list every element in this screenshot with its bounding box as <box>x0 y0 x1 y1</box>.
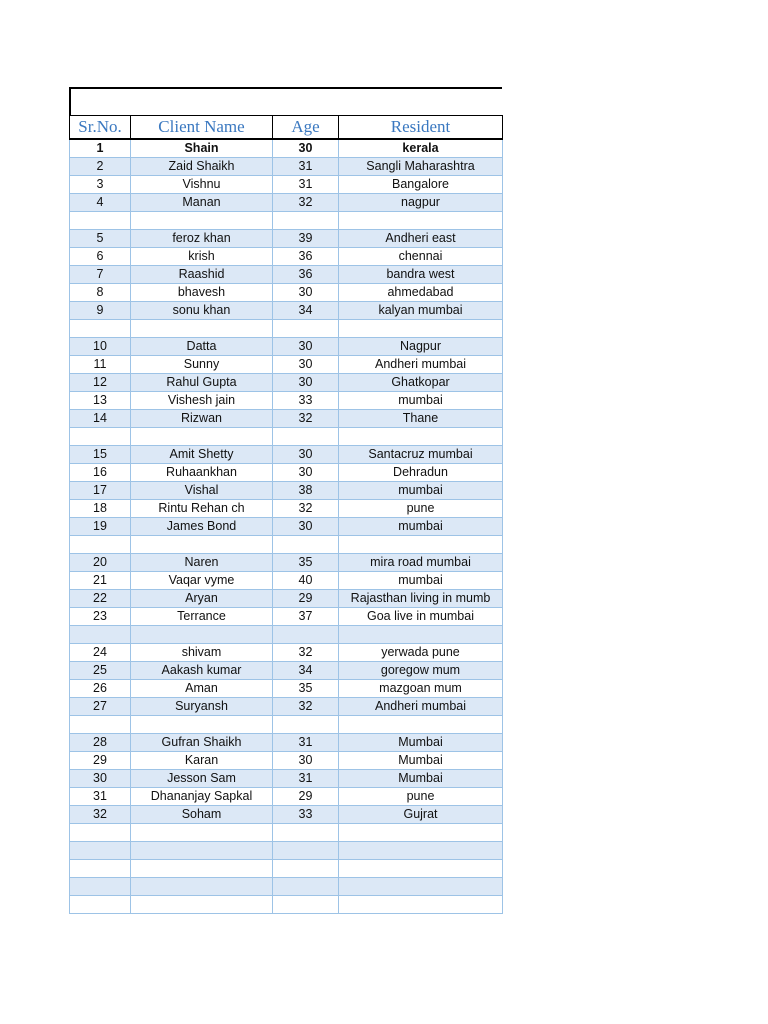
table-row <box>70 248 503 266</box>
cell-age[interactable] <box>273 842 339 860</box>
cell-resident[interactable]: goregow mum <box>339 662 503 680</box>
title-row <box>69 87 502 115</box>
cell-resident[interactable]: Andheri mumbai <box>339 356 503 374</box>
cell-resident[interactable] <box>339 536 503 554</box>
table-row <box>70 716 503 734</box>
table-row <box>70 194 503 212</box>
cell-age[interactable]: 30 <box>273 284 339 302</box>
table-row <box>70 176 503 194</box>
table-row <box>70 158 503 176</box>
cell-client-name[interactable]: Vishnu <box>131 176 273 194</box>
cell-client-name[interactable] <box>131 428 273 446</box>
cell-sr-no[interactable] <box>70 626 131 644</box>
cell-resident[interactable] <box>339 878 503 896</box>
cell-client-name[interactable]: Sunny <box>131 356 273 374</box>
cell-resident[interactable]: mumbai <box>339 518 503 536</box>
header-sr-no: Sr.No. <box>70 116 131 140</box>
table-row <box>70 788 503 806</box>
cell-sr-no[interactable]: 9 <box>70 302 131 320</box>
cell-client-name[interactable]: Aryan <box>131 590 273 608</box>
header-resident: Resident <box>339 116 503 140</box>
cell-age[interactable] <box>273 626 339 644</box>
cell-client-name[interactable]: Amit Shetty <box>131 446 273 464</box>
cell-client-name[interactable]: Soham <box>131 806 273 824</box>
cell-resident[interactable]: mazgoan mum <box>339 680 503 698</box>
cell-resident[interactable]: Andheri mumbai <box>339 698 503 716</box>
cell-client-name[interactable]: Gufran Shaikh <box>131 734 273 752</box>
cell-age[interactable]: 30 <box>273 446 339 464</box>
table-row <box>70 266 503 284</box>
cell-age[interactable]: 31 <box>273 158 339 176</box>
table-row <box>70 806 503 824</box>
cell-age[interactable] <box>273 860 339 878</box>
cell-sr-no[interactable]: 24 <box>70 644 131 662</box>
table-row <box>70 410 503 428</box>
cell-age[interactable] <box>273 212 339 230</box>
cell-age[interactable]: 33 <box>273 392 339 410</box>
table-row <box>70 284 503 302</box>
cell-client-name[interactable] <box>131 824 273 842</box>
table-row <box>70 572 503 590</box>
cell-age[interactable]: 36 <box>273 266 339 284</box>
cell-age[interactable]: 35 <box>273 680 339 698</box>
cell-resident[interactable]: mumbai <box>339 392 503 410</box>
cell-resident[interactable]: Thane <box>339 410 503 428</box>
cell-client-name[interactable]: Terrance <box>131 608 273 626</box>
table-row <box>70 536 503 554</box>
table-row <box>70 878 503 896</box>
table-row <box>70 752 503 770</box>
cell-age[interactable]: 32 <box>273 500 339 518</box>
table-row <box>70 500 503 518</box>
cell-sr-no[interactable] <box>70 878 131 896</box>
cell-client-name[interactable] <box>131 860 273 878</box>
cell-resident[interactable]: Gujrat <box>339 806 503 824</box>
cell-resident[interactable]: ahmedabad <box>339 284 503 302</box>
cell-client-name[interactable]: Aman <box>131 680 273 698</box>
cell-resident[interactable]: pune <box>339 500 503 518</box>
cell-resident[interactable]: Mumbai <box>339 770 503 788</box>
cell-client-name[interactable]: Manan <box>131 194 273 212</box>
cell-sr-no[interactable]: 3 <box>70 176 131 194</box>
client-table <box>69 115 503 914</box>
cell-resident[interactable]: pune <box>339 788 503 806</box>
cell-client-name[interactable]: Rahul Gupta <box>131 374 273 392</box>
cell-client-name[interactable]: sonu khan <box>131 302 273 320</box>
cell-resident[interactable]: mumbai <box>339 482 503 500</box>
cell-resident[interactable]: kalyan mumbai <box>339 302 503 320</box>
cell-age[interactable]: 34 <box>273 302 339 320</box>
cell-sr-no[interactable]: 17 <box>70 482 131 500</box>
cell-age[interactable] <box>273 428 339 446</box>
cell-sr-no[interactable]: 6 <box>70 248 131 266</box>
table-row <box>70 302 503 320</box>
cell-age[interactable] <box>273 878 339 896</box>
cell-sr-no[interactable]: 18 <box>70 500 131 518</box>
cell-client-name[interactable]: Suryansh <box>131 698 273 716</box>
cell-resident[interactable]: Mumbai <box>339 752 503 770</box>
table-row <box>70 698 503 716</box>
table-row <box>70 626 503 644</box>
cell-age[interactable]: 31 <box>273 176 339 194</box>
table-row <box>70 212 503 230</box>
cell-sr-no[interactable] <box>70 212 131 230</box>
cell-resident[interactable]: chennai <box>339 248 503 266</box>
cell-age[interactable]: 30 <box>273 518 339 536</box>
table-row <box>70 554 503 572</box>
table-row <box>70 680 503 698</box>
cell-age[interactable]: 37 <box>273 608 339 626</box>
cell-resident[interactable]: kerala <box>339 139 503 158</box>
cell-client-name[interactable]: Shain <box>131 139 273 158</box>
cell-resident[interactable]: Dehradun <box>339 464 503 482</box>
cell-sr-no[interactable]: 29 <box>70 752 131 770</box>
cell-sr-no[interactable] <box>70 842 131 860</box>
cell-age[interactable]: 39 <box>273 230 339 248</box>
cell-sr-no[interactable]: 21 <box>70 572 131 590</box>
cell-client-name[interactable]: James Bond <box>131 518 273 536</box>
cell-sr-no[interactable]: 4 <box>70 194 131 212</box>
table-row <box>70 374 503 392</box>
cell-client-name[interactable]: Ruhaankhan <box>131 464 273 482</box>
cell-resident[interactable]: Ghatkopar <box>339 374 503 392</box>
cell-sr-no[interactable]: 23 <box>70 608 131 626</box>
cell-sr-no[interactable]: 22 <box>70 590 131 608</box>
table-row <box>70 464 503 482</box>
cell-client-name[interactable] <box>131 536 273 554</box>
cell-resident[interactable]: mira road mumbai <box>339 554 503 572</box>
table-row <box>70 662 503 680</box>
cell-client-name[interactable]: bhavesh <box>131 284 273 302</box>
cell-sr-no[interactable]: 28 <box>70 734 131 752</box>
cell-resident[interactable] <box>339 212 503 230</box>
cell-age[interactable]: 31 <box>273 734 339 752</box>
cell-client-name[interactable] <box>131 842 273 860</box>
cell-age[interactable] <box>273 824 339 842</box>
table-row <box>70 734 503 752</box>
cell-age[interactable]: 30 <box>273 139 339 158</box>
cell-sr-no[interactable] <box>70 536 131 554</box>
cell-age[interactable]: 29 <box>273 788 339 806</box>
cell-age[interactable]: 29 <box>273 590 339 608</box>
cell-age[interactable]: 30 <box>273 752 339 770</box>
cell-resident[interactable]: Andheri east <box>339 230 503 248</box>
cell-client-name[interactable] <box>131 896 273 914</box>
cell-sr-no[interactable] <box>70 896 131 914</box>
cell-client-name[interactable]: Vaqar vyme <box>131 572 273 590</box>
cell-sr-no[interactable]: 16 <box>70 464 131 482</box>
table-row <box>70 770 503 788</box>
cell-resident[interactable]: yerwada pune <box>339 644 503 662</box>
cell-client-name[interactable]: Vishal <box>131 482 273 500</box>
cell-resident[interactable]: bandra west <box>339 266 503 284</box>
cell-age[interactable] <box>273 716 339 734</box>
cell-client-name[interactable] <box>131 320 273 338</box>
table-row <box>70 896 503 914</box>
cell-age[interactable]: 30 <box>273 464 339 482</box>
table-row <box>70 139 503 158</box>
cell-sr-no[interactable] <box>70 428 131 446</box>
cell-age[interactable]: 33 <box>273 806 339 824</box>
header-row <box>70 116 503 140</box>
cell-client-name[interactable]: Dhananjay Sapkal <box>131 788 273 806</box>
cell-age[interactable] <box>273 896 339 914</box>
table-row <box>70 428 503 446</box>
table-body <box>70 139 503 914</box>
table-row <box>70 590 503 608</box>
cell-age[interactable]: 32 <box>273 644 339 662</box>
cell-age[interactable]: 40 <box>273 572 339 590</box>
cell-client-name[interactable] <box>131 212 273 230</box>
cell-resident[interactable] <box>339 860 503 878</box>
table-row <box>70 860 503 878</box>
cell-resident[interactable]: Bangalore <box>339 176 503 194</box>
cell-sr-no[interactable]: 25 <box>70 662 131 680</box>
cell-age[interactable]: 36 <box>273 248 339 266</box>
cell-client-name[interactable] <box>131 878 273 896</box>
cell-age[interactable]: 30 <box>273 338 339 356</box>
table-row <box>70 842 503 860</box>
cell-resident[interactable]: Mumbai <box>339 734 503 752</box>
table-row <box>70 338 503 356</box>
cell-age[interactable]: 30 <box>273 356 339 374</box>
cell-sr-no[interactable]: 12 <box>70 374 131 392</box>
cell-sr-no[interactable]: 31 <box>70 788 131 806</box>
cell-resident[interactable] <box>339 716 503 734</box>
cell-age[interactable] <box>273 320 339 338</box>
cell-client-name[interactable] <box>131 626 273 644</box>
cell-sr-no[interactable] <box>70 320 131 338</box>
table-row <box>70 230 503 248</box>
cell-age[interactable]: 30 <box>273 374 339 392</box>
cell-sr-no[interactable]: 1 <box>70 139 131 158</box>
cell-sr-no[interactable]: 32 <box>70 806 131 824</box>
cell-client-name[interactable]: Vishesh jain <box>131 392 273 410</box>
cell-resident[interactable] <box>339 824 503 842</box>
cell-age[interactable]: 35 <box>273 554 339 572</box>
table-row <box>70 446 503 464</box>
cell-client-name[interactable] <box>131 716 273 734</box>
cell-sr-no[interactable]: 8 <box>70 284 131 302</box>
cell-client-name[interactable]: Zaid Shaikh <box>131 158 273 176</box>
cell-resident[interactable]: Rajasthan living in mumb <box>339 590 503 608</box>
header-client-name: Client Name <box>131 116 273 140</box>
cell-client-name[interactable]: Datta <box>131 338 273 356</box>
cell-client-name[interactable]: Rizwan <box>131 410 273 428</box>
cell-sr-no[interactable]: 5 <box>70 230 131 248</box>
cell-sr-no[interactable] <box>70 860 131 878</box>
table-row <box>70 392 503 410</box>
cell-resident[interactable]: nagpur <box>339 194 503 212</box>
cell-sr-no[interactable]: 10 <box>70 338 131 356</box>
header-age: Age <box>273 116 339 140</box>
cell-client-name[interactable]: shivam <box>131 644 273 662</box>
cell-age[interactable]: 38 <box>273 482 339 500</box>
cell-client-name[interactable]: Rintu Rehan ch <box>131 500 273 518</box>
cell-client-name[interactable]: Aakash kumar <box>131 662 273 680</box>
cell-age[interactable]: 31 <box>273 770 339 788</box>
table-row <box>70 482 503 500</box>
cell-resident[interactable]: Nagpur <box>339 338 503 356</box>
cell-sr-no[interactable] <box>70 716 131 734</box>
cell-client-name[interactable]: Jesson Sam <box>131 770 273 788</box>
table-row <box>70 356 503 374</box>
cell-age[interactable] <box>273 536 339 554</box>
cell-resident[interactable]: Goa live in mumbai <box>339 608 503 626</box>
cell-sr-no[interactable]: 20 <box>70 554 131 572</box>
cell-age[interactable]: 32 <box>273 194 339 212</box>
cell-resident[interactable] <box>339 842 503 860</box>
cell-resident[interactable]: mumbai <box>339 572 503 590</box>
cell-sr-no[interactable]: 11 <box>70 356 131 374</box>
cell-resident[interactable] <box>339 626 503 644</box>
cell-age[interactable]: 32 <box>273 698 339 716</box>
cell-resident[interactable]: Sangli Maharashtra <box>339 158 503 176</box>
cell-client-name[interactable]: feroz khan <box>131 230 273 248</box>
table-row <box>70 608 503 626</box>
table-row <box>70 518 503 536</box>
cell-resident[interactable] <box>339 896 503 914</box>
table-row <box>70 320 503 338</box>
cell-sr-no[interactable]: 27 <box>70 698 131 716</box>
cell-sr-no[interactable]: 13 <box>70 392 131 410</box>
cell-sr-no[interactable]: 26 <box>70 680 131 698</box>
cell-sr-no[interactable]: 15 <box>70 446 131 464</box>
cell-client-name[interactable]: krish <box>131 248 273 266</box>
cell-client-name[interactable]: Naren <box>131 554 273 572</box>
cell-sr-no[interactable] <box>70 824 131 842</box>
cell-client-name[interactable]: Raashid <box>131 266 273 284</box>
table-row <box>70 644 503 662</box>
cell-client-name[interactable]: Karan <box>131 752 273 770</box>
cell-age[interactable]: 34 <box>273 662 339 680</box>
cell-resident[interactable] <box>339 320 503 338</box>
cell-age[interactable]: 32 <box>273 410 339 428</box>
cell-resident[interactable]: Santacruz mumbai <box>339 446 503 464</box>
cell-sr-no[interactable]: 30 <box>70 770 131 788</box>
spreadsheet <box>69 87 502 914</box>
cell-sr-no[interactable]: 14 <box>70 410 131 428</box>
table-row <box>70 824 503 842</box>
cell-sr-no[interactable]: 19 <box>70 518 131 536</box>
cell-sr-no[interactable]: 7 <box>70 266 131 284</box>
cell-resident[interactable] <box>339 428 503 446</box>
cell-sr-no[interactable]: 2 <box>70 158 131 176</box>
